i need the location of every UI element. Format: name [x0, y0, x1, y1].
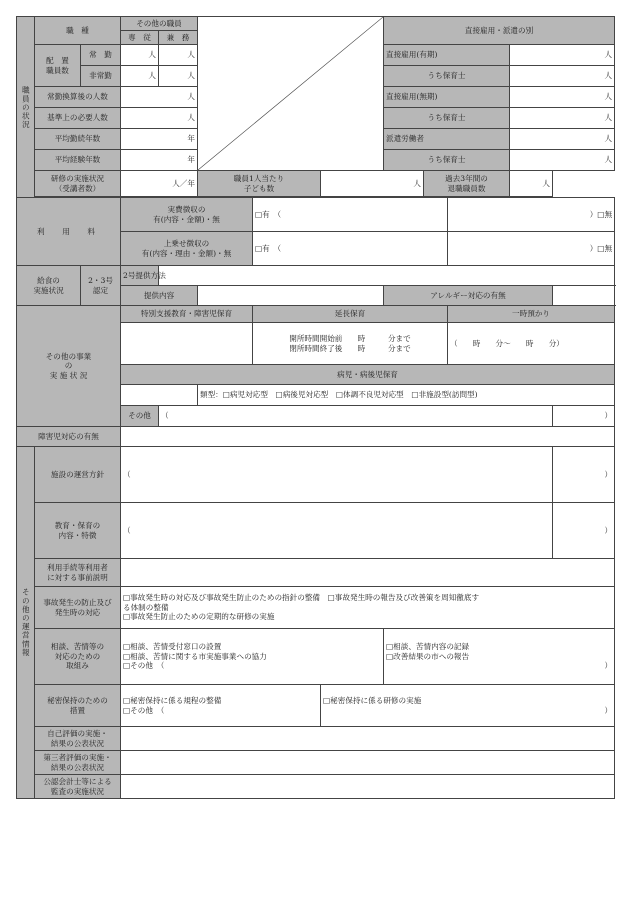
policy-close[interactable]: ）: [553, 447, 615, 503]
direct-fixed-label: 直接雇用(有期): [384, 45, 510, 66]
other-service-open[interactable]: （: [159, 406, 553, 427]
actual-fee-label: 実費徴収の 有(内容・金額)・無: [121, 198, 253, 232]
children-per-staff-value[interactable]: 人: [321, 171, 424, 197]
retired-count[interactable]: 人: [510, 171, 553, 197]
training-label: 研修の実施状況 （受講者数）: [35, 171, 121, 197]
dispatch-label: 派遣労働者: [384, 129, 510, 150]
sick-care-header: 病児・病後児保育: [121, 365, 615, 385]
allergy-label: アレルギー対応の有無: [384, 286, 553, 306]
avg-years-value[interactable]: 年: [121, 129, 198, 150]
sick-care-blank: [121, 385, 198, 406]
policy-label: 施設の運営方針: [35, 447, 121, 503]
complaint-items-left[interactable]: [121, 629, 384, 685]
meal-label: 給食の 実施状況: [17, 266, 81, 306]
other-services-label: その他の事業 の 実 施 状 況: [17, 306, 121, 427]
regular-concurrent-count[interactable]: 人: [159, 45, 198, 66]
facility-info-form: [16, 16, 615, 799]
staff-section-label: 職員の状況: [17, 17, 35, 198]
meal-method-label: 2号提供方法: [121, 266, 159, 286]
avg-exp-label: 平均経験年数: [35, 150, 121, 171]
complaint-label: 相談、苦情等の 対応のための 取組み: [35, 629, 121, 685]
placement-label: 配 置 職員数: [35, 45, 81, 87]
secret-items-left[interactable]: [121, 685, 321, 727]
dispatch-count[interactable]: 人: [510, 129, 615, 150]
retired-label: 過去3年間の 退職職員数: [424, 171, 510, 197]
fte-count[interactable]: 人: [121, 87, 198, 108]
occupation-header: 職 種: [35, 17, 121, 45]
extra-fee-no[interactable]: ）□無: [448, 232, 615, 266]
required-count[interactable]: 人: [121, 108, 198, 129]
explain-value[interactable]: [121, 559, 615, 587]
other-service-close[interactable]: ）: [553, 406, 615, 427]
actual-fee-yes[interactable]: □有 （: [253, 198, 448, 232]
accident-item-1b: る体制の整備: [123, 602, 169, 612]
secret-other[interactable]: □その他 （: [123, 705, 165, 715]
sick-care-types[interactable]: 類型：□病児対応型 □病後児対応型 □体調不良児対応型 □非施設型(訪問型): [198, 385, 615, 406]
complaint-other-close: ）: [604, 661, 613, 671]
complaint-items-right[interactable]: [384, 629, 615, 685]
direct-dispatch-header: 直接雇用・派遣の別: [384, 17, 615, 45]
children-per-staff-label: 職員1人当たり 子ども数: [198, 171, 321, 197]
meal-method-value[interactable]: [159, 266, 615, 286]
direct-indef-nursery-count[interactable]: 人: [510, 108, 615, 129]
disability-value[interactable]: [121, 427, 615, 447]
allergy-value[interactable]: [553, 286, 615, 306]
temp-care-time[interactable]: （ 時 分～ 時 分）: [448, 323, 615, 365]
nonregular-label: 非常勤: [81, 66, 121, 87]
complaint-item-2[interactable]: □相談、苦情内容の記録: [386, 642, 470, 652]
third-eval-label: 第三者評価の実施・ 結果の公表状況: [35, 751, 121, 775]
accident-label: 事故発生の防止及び 発生時の対応: [35, 587, 121, 629]
direct-fixed-count[interactable]: 人: [510, 45, 615, 66]
audit-value[interactable]: [121, 775, 615, 799]
complaint-item-4[interactable]: □改善結果の市への報告: [386, 651, 470, 661]
accident-items[interactable]: [121, 587, 615, 629]
extra-fee-yes[interactable]: □有 （: [253, 232, 448, 266]
actual-fee-no[interactable]: ）□無: [448, 198, 615, 232]
other-staff-header: その他の職員: [121, 17, 198, 31]
secret-item-1[interactable]: □秘密保持に係る規程の整備: [123, 696, 222, 706]
other-service-label: その他: [121, 406, 159, 427]
dispatch-nursery-count[interactable]: 人: [510, 150, 615, 171]
extended-care-times[interactable]: 開所時間開始前 時 分まで 閉所時間終了後 時 分まで: [253, 323, 448, 365]
audit-label: 公認会計士等による 監査の実施状況: [35, 775, 121, 799]
avg-exp-value[interactable]: 年: [121, 150, 198, 171]
accident-item-2[interactable]: □事故発生防止のための定期的な研修の実施: [123, 612, 275, 622]
secret-other-close: ）: [604, 705, 613, 715]
edu-close[interactable]: ）: [553, 503, 615, 559]
complaint-other[interactable]: □その他 （: [123, 661, 165, 671]
direct-fixed-nursery-label: うち保育士: [384, 66, 510, 87]
accident-item-1[interactable]: □事故発生時の対応及び事故発生防止のための指針の整備 □事故発生時の報告及び改善策を周知徹底す: [123, 593, 480, 603]
fee-label: 利 用 料: [17, 198, 121, 266]
direct-indef-nursery-label: うち保育士: [384, 108, 510, 129]
training-count[interactable]: 人／年: [121, 171, 198, 197]
diagonal-blank-cell: [198, 17, 384, 171]
disability-label: 障害児対応の有無: [17, 427, 121, 447]
required-label: 基準上の必要人数: [35, 108, 121, 129]
secret-item-2[interactable]: □秘密保持に係る研修の実施: [323, 696, 422, 706]
complaint-item-1[interactable]: □相談、苦情受付窓口の設置: [123, 642, 222, 652]
edu-open[interactable]: （: [121, 503, 553, 559]
edu-label: 教育・保育の 内容・特徴: [35, 503, 121, 559]
regular-fulltime-count[interactable]: 人: [121, 45, 159, 66]
other-info-section-label: その他の運営情報: [17, 447, 35, 799]
self-eval-label: 自己評価の実施・ 結果の公表状況: [35, 727, 121, 751]
meal-content-value[interactable]: [198, 286, 384, 306]
regular-label: 常 勤: [81, 45, 121, 66]
dispatch-nursery-label: うち保育士: [384, 150, 510, 171]
complaint-item-3[interactable]: □相談、苦情に関する市実施事業への協力: [123, 651, 267, 661]
meal-cert-label: 2・3号 認定: [81, 266, 121, 306]
third-eval-value[interactable]: [121, 751, 615, 775]
special-support-header: 特別支援教育・障害児保育: [121, 306, 253, 323]
policy-open[interactable]: （: [121, 447, 553, 503]
extended-care-header: 延長保育: [253, 306, 448, 323]
secret-label: 秘密保持のための 措置: [35, 685, 121, 727]
self-eval-value[interactable]: [121, 727, 615, 751]
direct-fixed-nursery-count[interactable]: 人: [510, 66, 615, 87]
diagonal-line: [198, 17, 383, 170]
nonregular-concurrent-count[interactable]: 人: [159, 66, 198, 87]
avg-years-label: 平均勤続年数: [35, 129, 121, 150]
explain-label: 利用手続等利用者 に対する事前説明: [35, 559, 121, 587]
concurrent-header: 兼 務: [159, 31, 198, 45]
fte-label: 常勤換算後の人数: [35, 87, 121, 108]
extra-fee-label: 上乗せ徴収の 有(内容・理由・金額)・無: [121, 232, 253, 266]
secret-items-right[interactable]: [321, 685, 615, 727]
nonregular-fulltime-count[interactable]: 人: [121, 66, 159, 87]
direct-indef-label: 直接雇用(無期): [384, 87, 510, 108]
direct-indef-count[interactable]: 人: [510, 87, 615, 108]
fulltime-header: 専 従: [121, 31, 159, 45]
meal-content-label: 提供内容: [121, 286, 198, 306]
temp-care-header: 一時預かり: [448, 306, 615, 323]
special-support-value[interactable]: [121, 323, 253, 365]
